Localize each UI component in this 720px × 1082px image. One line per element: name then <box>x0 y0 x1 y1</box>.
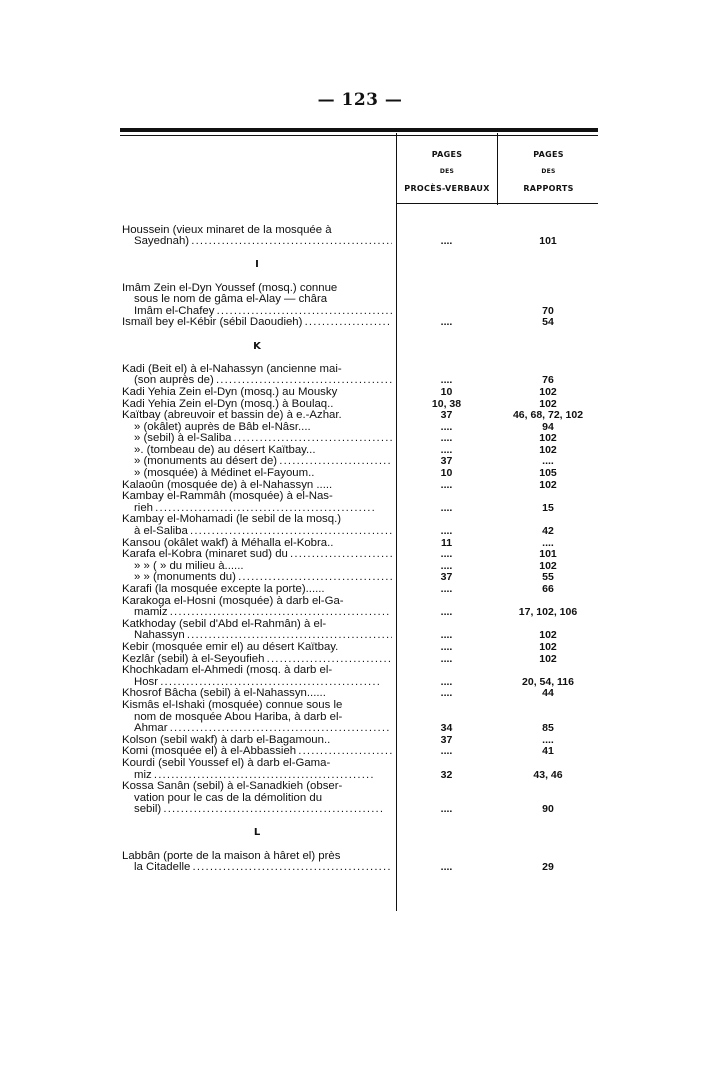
column-header-line: RAPPORTS <box>523 184 574 193</box>
proces-verbaux-page-ref: 37 <box>440 456 453 468</box>
proces-verbaux-page-ref <box>398 283 495 295</box>
spacer <box>398 341 495 353</box>
index-entry-text: Imâm el-Chafey . . . <box>122 306 392 318</box>
column-header-line: DES <box>541 168 556 175</box>
spacer <box>498 827 598 839</box>
proces-verbaux-page-ref: .... <box>440 502 453 514</box>
proces-verbaux-page-ref <box>398 758 495 770</box>
proces-verbaux-page-ref: .... <box>440 421 453 433</box>
index-entry-text: Khochkadam el-Ahmedi (mosq. à darb el- <box>122 665 333 677</box>
rapports-page-ref: 46, 68, 72, 102 <box>512 410 584 422</box>
header-rule <box>397 203 598 204</box>
spacer <box>498 248 598 260</box>
proces-verbaux-page-ref <box>398 712 495 724</box>
proces-verbaux-page-ref: 37 <box>440 410 453 422</box>
index-entry-text: » (sebil) à el-Saliba . . . <box>122 433 392 445</box>
column-divider-right <box>497 133 498 205</box>
index-entry-text: ». (tombeau de) au désert Kaïtbay... <box>134 444 316 456</box>
index-entry-text: à el-Saliba . . . <box>122 526 392 538</box>
spacer <box>498 259 598 271</box>
spacer <box>498 213 598 225</box>
index-entry-text: Kismâs el-Ishaki (mosquée) connue sous le <box>122 699 343 711</box>
rapports-page-ref: 102 <box>539 560 557 572</box>
index-entry-text: Labbân (porte de la maison à hâret el) près <box>122 850 341 862</box>
rapports-page-ref <box>498 491 598 503</box>
column-divider-left <box>396 133 397 911</box>
rapports-page-ref: 41 <box>542 746 554 758</box>
index-entry-text: Kadi Yehia Zein el-Dyn (mosq.) au Mousky <box>122 386 338 398</box>
rapports-page-ref <box>498 294 598 306</box>
index-entry-text: » (monuments au désert de) . . . <box>122 456 392 468</box>
column-header-line: DES <box>439 168 455 175</box>
spacer <box>398 827 495 839</box>
index-entry-text: Khosrof Bâcha (sebil) à el-Nahassyn...... <box>122 688 326 700</box>
index-entry-text: nom de mosquée Abou Hariba, à darb el- <box>134 711 343 723</box>
rapports-page-ref <box>498 596 598 608</box>
column-header-proces-verbaux <box>398 146 496 197</box>
index-entries-column <box>122 213 392 874</box>
index-entry-text: Komi (mosquée el) à el-Abbassieh . . . <box>122 746 392 758</box>
proces-verbaux-page-ref: .... <box>440 641 453 653</box>
proces-verbaux-page-ref: .... <box>440 688 453 700</box>
spacer <box>498 341 598 353</box>
index-entry-text: Karafi (la mosquée excepte la porte)...... <box>122 584 325 595</box>
proces-verbaux-page-ref: .... <box>440 317 453 329</box>
proces-verbaux-page-ref: .... <box>440 804 453 816</box>
page-number: — 123 — <box>317 90 403 110</box>
proces-verbaux-page-ref <box>398 306 495 318</box>
column-header-rapports <box>499 146 598 197</box>
rapports-page-ref: 102 <box>539 641 557 653</box>
index-entry-text: Karakoga el-Hosni (mosquée) à darb el-Ga- <box>122 595 344 607</box>
rapports-page-ref: 101 <box>539 549 557 561</box>
rapports-page-ref: 102 <box>539 398 557 410</box>
rapports-page-ref <box>498 793 598 805</box>
proces-verbaux-page-ref: 34 <box>440 723 453 735</box>
proces-verbaux-page-ref <box>398 700 495 712</box>
rapports-page-ref: 17, 102, 106 <box>518 607 578 619</box>
rapports-page-ref: 101 <box>539 236 557 248</box>
rapports-page-ref <box>498 283 598 295</box>
proces-verbaux-page-ref <box>398 514 495 526</box>
index-entry-text: Kolson (sebil wakf) à darb el-Bagamoun.. <box>122 734 331 746</box>
index-entry-text: Ahmar . . . <box>122 723 392 735</box>
spacer <box>398 839 495 851</box>
proces-verbaux-page-ref: .... <box>440 560 453 572</box>
index-entry-text: Kambay el-Rammâh (mosquée) à el-Nas- <box>122 491 333 503</box>
spacer <box>398 816 495 828</box>
index-entry-text: Ismaïl bey el-Kébir (sébil Daoudieh) . . . <box>122 317 392 329</box>
rapports-page-ref: 105 <box>539 468 557 480</box>
proces-verbaux-page-ref <box>398 364 495 376</box>
index-entry-text: Kadi Yehia Zein el-Dyn (mosq.) à Boulaq.. <box>122 398 334 410</box>
rapports-page-ref <box>498 364 598 376</box>
spacer <box>398 271 495 283</box>
proces-verbaux-page-ref: .... <box>440 630 453 642</box>
rapports-page-ref: 55 <box>542 572 554 584</box>
proces-verbaux-page-ref: 37 <box>440 734 453 746</box>
rapports-page-ref: 20, 54, 116 <box>522 676 574 688</box>
index-entry-text: rieh . . . <box>122 503 392 515</box>
proces-verbaux-page-ref: .... <box>440 584 453 595</box>
rapports-page-ref: 85 <box>542 723 554 735</box>
index-entry-text: la Citadelle . . . <box>122 862 392 874</box>
rapports-page-ref: .... <box>542 734 554 746</box>
rapports-page-ref: 44 <box>542 688 554 700</box>
rapports-page-ref: 102 <box>539 433 557 445</box>
proces-verbaux-page-ref <box>398 491 495 503</box>
proces-verbaux-page-ref: .... <box>440 236 453 248</box>
index-entry-text: sous le nom de gâma el-Alay — châra <box>134 294 328 306</box>
index-entry-text: (son auprès de) . . . <box>122 375 392 387</box>
spacer <box>398 259 495 271</box>
spacer <box>498 271 598 283</box>
spacer <box>122 816 392 828</box>
spacer <box>398 329 495 341</box>
proces-verbaux-page-ref <box>398 294 495 306</box>
proces-verbaux-page-ref: .... <box>440 375 453 387</box>
index-entry-text: Kansou (okâlet wakf) à Méhalla el-Kobra.. <box>122 537 334 549</box>
section-letter: K <box>253 340 261 352</box>
proces-verbaux-page-ref: .... <box>440 607 453 619</box>
spacer <box>122 329 392 341</box>
rapports-page-ref <box>498 758 598 770</box>
index-entry-text: » (okâlet) auprès de Bâb el-Nâsr.... <box>134 421 311 433</box>
index-entry-text: » » ( » du milieu à...... <box>134 560 244 572</box>
top-rule-thin <box>120 135 598 136</box>
proces-verbaux-pages-column <box>398 213 495 874</box>
proces-verbaux-page-ref: .... <box>440 653 453 665</box>
column-header-line: PAGES <box>533 150 564 159</box>
proces-verbaux-page-ref <box>398 781 495 793</box>
spacer <box>398 352 495 364</box>
rapports-page-ref: 102 <box>539 653 557 665</box>
section-letter: I <box>255 259 259 271</box>
spacer <box>122 213 392 225</box>
rapports-page-ref: 102 <box>539 479 557 491</box>
index-entry-text: Kalaoûn (mosquée de) à el-Nahassyn ..... <box>122 479 333 491</box>
index-entry-text: mamiz . . . <box>122 607 392 619</box>
rapports-pages-column <box>498 213 598 874</box>
rapports-page-ref: 54 <box>542 317 554 329</box>
proces-verbaux-page-ref <box>398 596 495 608</box>
rapports-page-ref <box>498 665 598 677</box>
rapports-page-ref: 29 <box>542 862 554 874</box>
rapports-page-ref: 94 <box>542 421 554 433</box>
proces-verbaux-page-ref: 10 <box>440 468 453 480</box>
index-entry-text: Kezlâr (sebil) à el-Seyoufieh . . . <box>122 654 392 666</box>
index-entry-text: Kebir (mosquée emir el) au désert Kaïtbay. <box>122 641 339 653</box>
proces-verbaux-page-ref: .... <box>440 526 453 538</box>
spacer <box>122 839 392 851</box>
proces-verbaux-page-ref <box>398 665 495 677</box>
spacer <box>498 352 598 364</box>
proces-verbaux-page-ref: .... <box>440 676 453 688</box>
index-entry-text: Kourdi (sebil Youssef el) à darb el-Gama- <box>122 757 331 769</box>
spacer <box>498 329 598 341</box>
rapports-page-ref <box>498 700 598 712</box>
rapports-page-ref <box>498 619 598 631</box>
proces-verbaux-page-ref <box>398 619 495 631</box>
index-entry-text: Kambay el-Mohamadi (le sebil de la mosq.) <box>122 514 342 526</box>
proces-verbaux-page-ref: .... <box>440 479 453 491</box>
rapports-page-ref <box>498 712 598 724</box>
index-entry-text: Kadi (Beit el) à el-Nahassyn (ancienne mai- <box>122 363 342 375</box>
rapports-page-ref: 102 <box>539 444 557 456</box>
rapports-page-ref: 43, 46 <box>533 769 563 781</box>
index-entry-text: Houssein (vieux minaret de la mosquée à <box>122 224 332 236</box>
rapports-page-ref: 66 <box>542 584 554 595</box>
proces-verbaux-page-ref: .... <box>440 444 453 456</box>
index-entry-text: vation pour le cas de la démolition du <box>134 792 323 804</box>
index-entry-text: Kossa Sanân (sebil) à el-Sanadkieh (obser- <box>122 781 343 793</box>
index-entry-text: » (mosquée) à Médinet el-Fayoum.. <box>134 468 315 480</box>
proces-verbaux-page-ref <box>398 851 495 863</box>
rapports-page-ref <box>498 514 598 526</box>
column-header-line: PAGES <box>431 150 463 159</box>
rapports-page-ref: .... <box>542 537 554 549</box>
index-entry-text: Kaïtbay (abreuvoir et bassin de) à e.-Azhar. <box>122 410 342 422</box>
index-entry-text: Sayednah) . . . <box>122 236 392 248</box>
rapports-page-ref: 70 <box>542 305 554 317</box>
proces-verbaux-page-ref: 37 <box>440 572 453 584</box>
spacer <box>122 271 392 283</box>
spacer <box>498 839 598 851</box>
column-header-line: PROCÈS-VERBAUX <box>404 184 490 193</box>
rapports-page-ref: 42 <box>542 526 554 538</box>
rapports-page-ref: 102 <box>539 630 557 642</box>
rapports-page-ref: 76 <box>542 375 554 387</box>
proces-verbaux-page-ref <box>398 793 495 805</box>
proces-verbaux-page-ref: 10 <box>440 386 453 398</box>
index-entry-text: Nahassyn . . . <box>122 630 392 642</box>
index-entry-text: » » (monuments du) . . . <box>122 572 392 584</box>
rapports-page-ref <box>498 225 598 237</box>
spacer <box>122 248 392 260</box>
spacer <box>398 248 495 260</box>
rapports-page-ref: 102 <box>539 386 557 398</box>
index-entry-text: Hosr . . . <box>122 677 392 689</box>
rapports-page-ref: 15 <box>542 502 554 514</box>
proces-verbaux-page-ref: 10, 38 <box>431 398 462 410</box>
section-letter: L <box>253 827 261 839</box>
proces-verbaux-page-ref: .... <box>440 862 453 874</box>
proces-verbaux-page-ref <box>398 225 495 237</box>
proces-verbaux-page-ref: .... <box>440 549 453 561</box>
rapports-page-ref: 90 <box>542 804 554 816</box>
index-entry-text: Katkhoday (sebil d'Abd el-Rahmân) à el- <box>122 618 327 630</box>
rapports-page-ref <box>498 851 598 863</box>
top-rule-thick <box>120 128 598 132</box>
spacer <box>122 352 392 364</box>
spacer <box>498 816 598 828</box>
proces-verbaux-page-ref: 32 <box>440 769 453 781</box>
index-entry-text: miz . . . <box>122 770 392 782</box>
proces-verbaux-page-ref: .... <box>440 746 453 758</box>
index-entry-text: Karafa el-Kobra (minaret sud) du . . . <box>122 549 392 561</box>
rapports-page-ref: .... <box>542 456 554 468</box>
rapports-page-ref <box>498 781 598 793</box>
proces-verbaux-page-ref: .... <box>440 433 453 445</box>
index-entry-text: Imâm Zein el-Dyn Youssef (mosq.) connue <box>122 282 338 294</box>
index-entry-text: sebil) . . . <box>122 804 392 816</box>
proces-verbaux-page-ref: 11 <box>440 537 453 549</box>
spacer <box>398 213 495 225</box>
